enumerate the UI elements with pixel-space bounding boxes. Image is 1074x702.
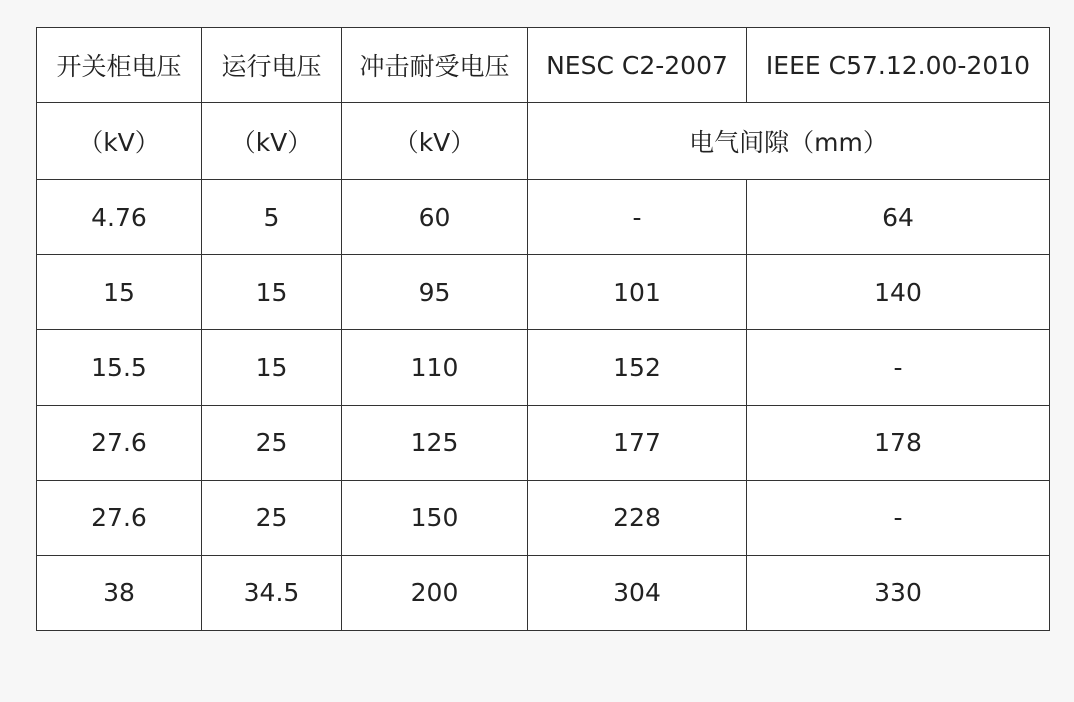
table-row [37, 555, 1050, 630]
table-cell: 25 [202, 480, 342, 555]
unit-electrical-clearance: 电气间隙（mm） [528, 103, 1050, 180]
header-impulse-withstand-voltage: 冲击耐受电压 [342, 28, 528, 103]
table-cell: 64 [747, 180, 1050, 255]
header-nesc: NESC C2-2007 [528, 28, 747, 103]
table-cell: 15.5 [37, 330, 202, 405]
table-cell: 34.5 [202, 555, 342, 630]
table-row [37, 480, 1050, 555]
header-operating-voltage: 运行电压 [202, 28, 342, 103]
table-row [37, 255, 1050, 330]
table-cell: 4.76 [37, 180, 202, 255]
table-cell: 152 [528, 330, 747, 405]
table-cell: 178 [747, 405, 1050, 480]
table-cell: 60 [342, 180, 528, 255]
table-row [37, 405, 1050, 480]
table-cell: 95 [342, 255, 528, 330]
unit-switchgear-voltage: （kV） [37, 103, 202, 180]
table-cell: 38 [37, 555, 202, 630]
clearance-table-container [36, 27, 1049, 631]
table-cell: 200 [342, 555, 528, 630]
table-cell: 101 [528, 255, 747, 330]
clearance-table [36, 27, 1050, 631]
table-cell: 125 [342, 405, 528, 480]
table-cell: 15 [202, 330, 342, 405]
table-cell: 27.6 [37, 405, 202, 480]
table-row [37, 180, 1050, 255]
header-row [37, 28, 1050, 103]
table-cell: 15 [37, 255, 202, 330]
table-row [37, 330, 1050, 405]
unit-operating-voltage: （kV） [202, 103, 342, 180]
header-ieee: IEEE C57.12.00-2010 [747, 28, 1050, 103]
table-cell: 177 [528, 405, 747, 480]
table-cell: 27.6 [37, 480, 202, 555]
table-cell: - [528, 180, 747, 255]
table-cell: 140 [747, 255, 1050, 330]
table-cell: 5 [202, 180, 342, 255]
table-cell: 228 [528, 480, 747, 555]
table-cell: 15 [202, 255, 342, 330]
header-switchgear-voltage: 开关柜电压 [37, 28, 202, 103]
table-cell: 110 [342, 330, 528, 405]
unit-impulse-withstand-voltage: （kV） [342, 103, 528, 180]
table-cell: 150 [342, 480, 528, 555]
table-cell: 330 [747, 555, 1050, 630]
table-cell: - [747, 330, 1050, 405]
table-cell: - [747, 480, 1050, 555]
unit-row [37, 103, 1050, 180]
table-cell: 304 [528, 555, 747, 630]
table-cell: 25 [202, 405, 342, 480]
